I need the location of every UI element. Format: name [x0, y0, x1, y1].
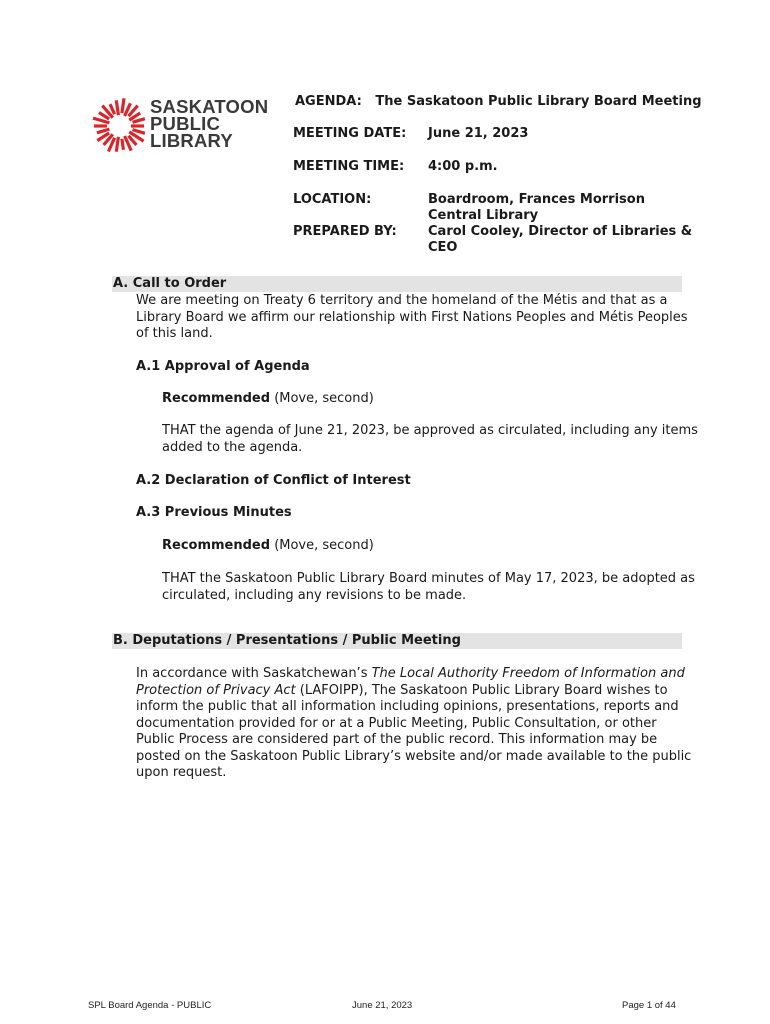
prepared-by-line-2: CEO	[428, 240, 458, 255]
section-b-line-7: upon request.	[136, 765, 227, 780]
a1-recommended-bold: Recommended	[162, 391, 271, 406]
section-a-title: A. Call to Order	[113, 276, 227, 291]
section-b-line-2	[136, 683, 691, 700]
section-b-paragraph	[136, 666, 691, 782]
prepared-by-line-1: Carol Cooley, Director of Libraries &	[428, 224, 693, 239]
section-b-line-1-plain: In accordance with Saskatchewan’s	[136, 666, 372, 681]
section-b-title: B. Deputations / Presentations / Public Meeting	[113, 633, 461, 648]
section-b-line-2-plain: (LAFOIPP), The Saskatoon Public Library Board wishes to	[295, 682, 668, 698]
location-line-2: Central Library	[428, 208, 539, 223]
prepared-by-label: PREPARED BY:	[293, 224, 397, 239]
a3-motion-line-2: circulated, including any revisions to be made.	[162, 587, 467, 603]
meeting-date-label: MEETING DATE:	[293, 126, 407, 141]
meeting-time-value: 4:00 p.m.	[428, 159, 498, 174]
location-value	[428, 192, 645, 224]
starburst-ray	[110, 104, 115, 114]
prepared-by-value	[428, 224, 692, 256]
footer-left: SPL Board Agenda - PUBLIC	[88, 1000, 212, 1011]
a1-motion-line-2: added to the agenda.	[162, 439, 303, 455]
a1-recommended-rest: (Move, second)	[270, 391, 374, 406]
footer-date: June 21, 2023	[352, 1000, 413, 1011]
location-line-1: Boardroom, Frances Morrison	[428, 192, 645, 207]
logo-line-2: PUBLIC	[150, 113, 221, 134]
agenda-heading	[295, 94, 702, 109]
item-a1-recommended	[162, 391, 374, 408]
starburst-ray	[116, 100, 118, 115]
section-a-text-line-1: We are meeting on Treaty 6 territory and the homeland of the Métis and that as a	[136, 293, 668, 308]
starburst-ray	[133, 119, 145, 123]
meeting-date-value: June 21, 2023	[428, 126, 529, 141]
item-a3-motion	[162, 571, 695, 604]
meeting-time-label: MEETING TIME:	[293, 159, 405, 174]
act-title-part-2: Protection of Privacy Act	[136, 682, 296, 698]
item-a2-title: A.2 Declaration of Conflict of Interest	[136, 473, 411, 488]
section-a-text-line-3: of this land.	[136, 326, 213, 341]
footer-page-number: Page 1 of 44	[622, 1000, 676, 1011]
a3-recommended-bold: Recommended	[162, 538, 271, 553]
a3-motion-line-1: THAT the Saskatoon Public Library Board minutes of May 17, 2023, be adopted as	[162, 571, 695, 586]
starburst-ray	[116, 137, 118, 152]
agenda-label: AGENDA:	[295, 94, 362, 109]
item-a1-title: A.1 Approval of Agenda	[136, 359, 310, 374]
section-b-line-1	[136, 666, 691, 683]
starburst-ray	[122, 98, 124, 113]
section-b-line-3: inform the public that all information including opinions, presentations, reports and	[136, 699, 679, 714]
starburst-ray	[133, 130, 145, 134]
item-a3-recommended	[162, 538, 374, 555]
library-logo	[90, 94, 280, 158]
item-a3-title: A.3 Previous Minutes	[136, 505, 292, 520]
a1-motion-line-1: THAT the agenda of June 21, 2023, be approved as circulated, including any items	[162, 423, 698, 438]
logo-line-3: LIBRARY	[150, 130, 233, 151]
agenda-title: The Saskatoon Public Library Board Meeting	[375, 94, 702, 109]
act-title-part-1: The Local Authority Freedom of Information and	[371, 666, 685, 681]
location-label: LOCATION:	[293, 192, 372, 207]
logo-line-1: SASKATOON	[150, 96, 269, 117]
starburst-ray	[122, 139, 124, 150]
a3-recommended-rest: (Move, second)	[270, 538, 374, 553]
section-b-line-6: posted on the Saskatoon Public Library’s website and/or made available to the public	[136, 748, 692, 764]
section-b-line-5: Public Process are considered part of the public record. This information may be	[136, 732, 658, 747]
section-b-line-4: documentation provided for or at a Public Meeting, Public Consultation, or other	[136, 715, 657, 731]
section-a-text	[136, 293, 688, 343]
item-a1-motion	[162, 423, 698, 456]
starburst-logo-icon	[90, 94, 150, 158]
logo-wordmark	[150, 98, 268, 149]
section-a-text-line-2: Library Board we affirm our relationship with First Nations Peoples and Métis Peoples	[136, 309, 688, 325]
